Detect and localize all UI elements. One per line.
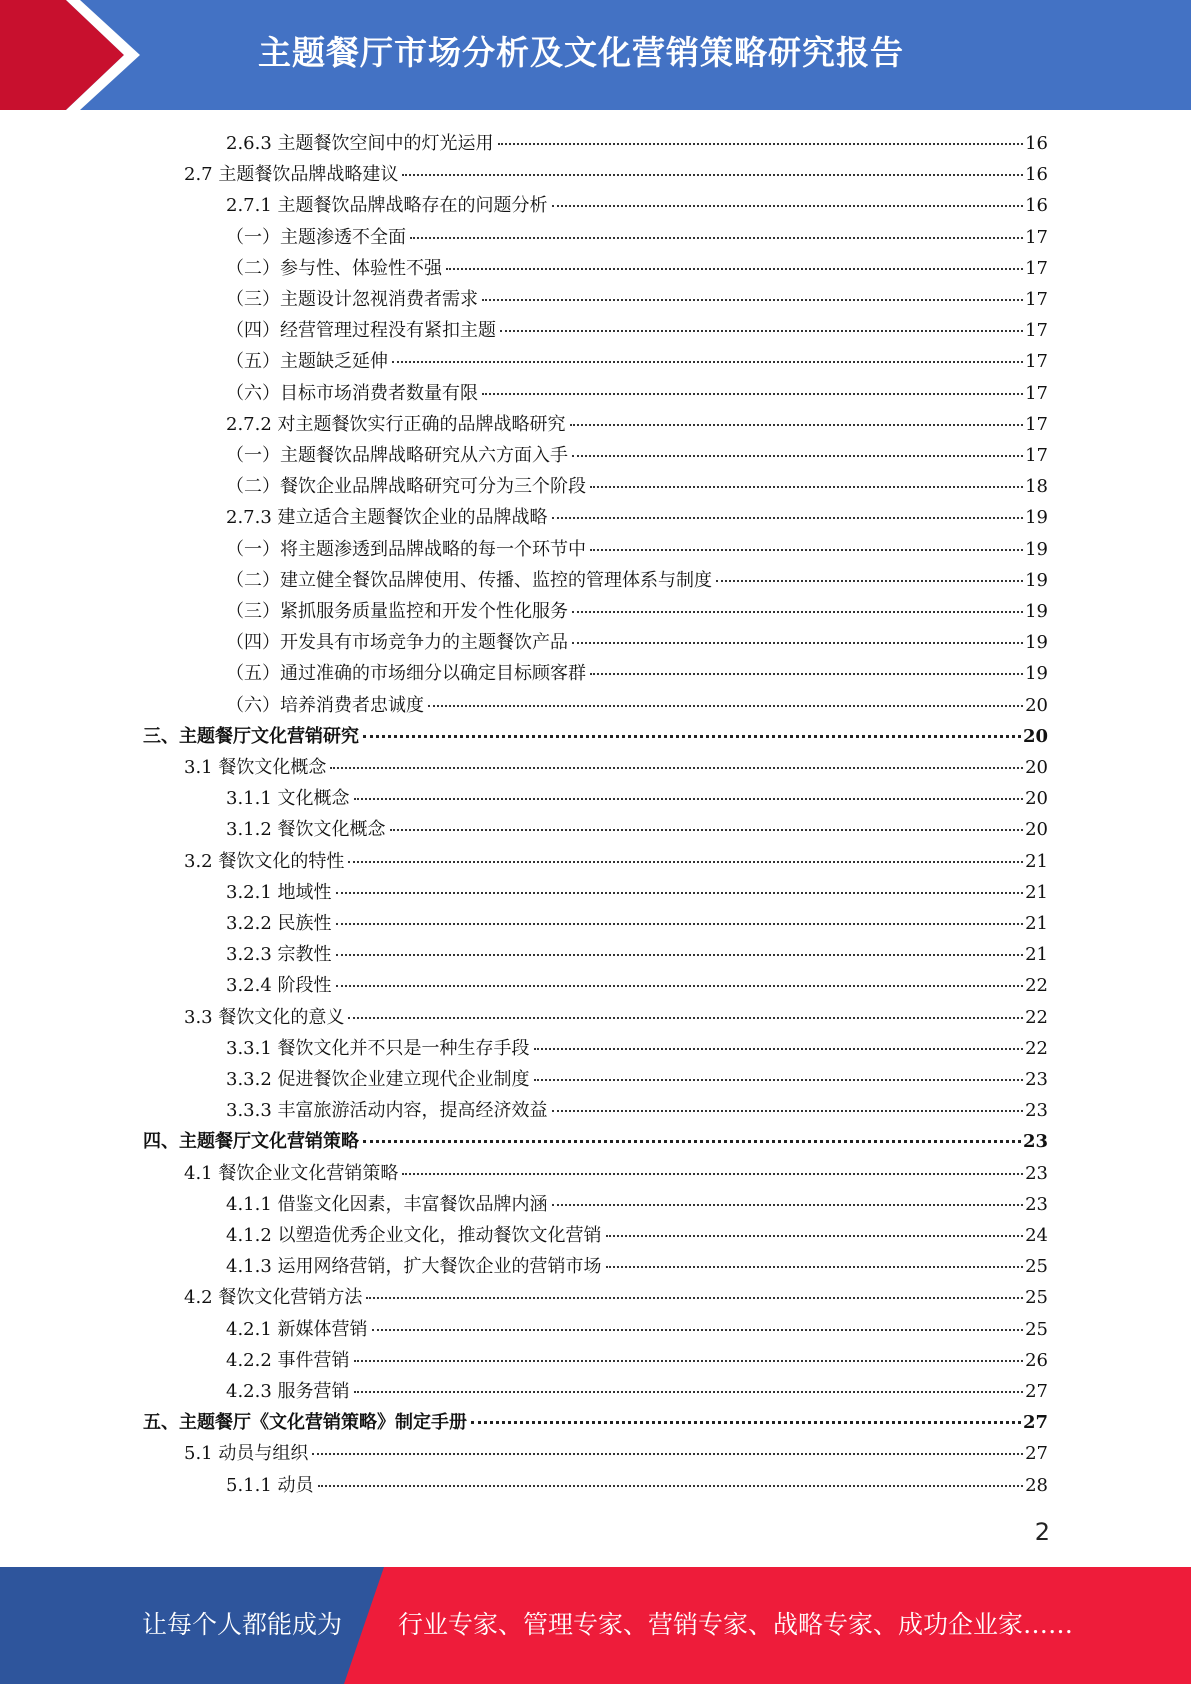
toc-entry-title: （三）紧抓服务质量监控和开发个性化服务 [226,601,568,622]
toc-entry-title: 2.6.3 主题餐饮空间中的灯光运用 [226,133,494,154]
toc-entry-page: 17 [1025,382,1048,404]
toc-entry[interactable] [226,471,1048,502]
toc-entry-title: （五）通过准确的市场细分以确定目标顾客群 [226,663,586,685]
toc-entry[interactable] [226,1033,1048,1064]
toc-entry-title: 5.1.1 动员 [226,1474,314,1496]
toc-leader-dots [482,298,1023,301]
toc-entry[interactable] [184,1002,1048,1033]
toc-leader-dots [572,454,1023,457]
toc-entry-title: 4.2 餐饮文化营销方法 [184,1287,363,1309]
toc-entry-page: 17 [1025,320,1048,342]
toc-leader-dots [552,1109,1024,1112]
toc-entry-title: （四）经营管理过程没有紧扣主题 [226,320,496,342]
toc-entry-page: 17 [1025,351,1048,373]
toc-entry-title: 3.2.4 阶段性 [226,975,332,997]
toc-entry[interactable] [226,1251,1048,1282]
toc-leader-dots [348,1016,1023,1019]
toc-leader-dots [590,672,1023,675]
toc-entry-page: 19 [1025,538,1048,560]
toc-leader-dots [354,797,1024,800]
toc-leader-dots [471,1420,1021,1424]
toc-entry-title: 4.1.1 借鉴文化因素，丰富餐饮品牌内涵 [226,1193,548,1215]
toc-entry-page: 25 [1025,1256,1048,1278]
toc-entry[interactable] [226,690,1048,721]
toc-leader-dots [534,1078,1024,1081]
toc-leader-dots [318,1484,1024,1487]
toc-entry-page: 27 [1025,1443,1048,1465]
toc-entry[interactable] [226,1095,1048,1126]
toc-entry-page: 19 [1025,569,1048,591]
toc-entry-page: 24 [1025,1225,1048,1246]
toc-entry-title: 3.3 餐饮文化的意义 [184,1006,345,1028]
toc-entry-page: 23 [1022,1131,1048,1153]
toc-entry-title: 3.2.3 宗教性 [226,944,332,966]
toc-entry[interactable] [226,565,1048,596]
toc-entry[interactable] [143,1126,1048,1157]
toc-entry[interactable] [226,970,1048,1001]
toc-entry-page: 21 [1025,881,1048,903]
toc-entry-title: 3.3.2 促进餐饮企业建立现代企业制度 [226,1069,530,1090]
toc-entry-page: 22 [1025,1037,1048,1059]
toc-entry-title: 5.1 动员与组织 [184,1443,309,1465]
toc-entry[interactable] [226,1064,1048,1095]
toc-entry[interactable] [226,128,1048,159]
toc-entry-title: 3.1.1 文化概念 [226,788,350,810]
toc-entry-title: （一）主题餐饮品牌战略研究从六方面入手 [226,445,568,466]
toc-entry-page: 25 [1025,1287,1048,1309]
toc-entry-title: 3.3.1 餐饮文化并不只是一种生存手段 [226,1037,530,1059]
toc-entry[interactable] [226,440,1048,471]
toc-entry-page: 21 [1025,850,1048,872]
toc-entry-page: 21 [1025,913,1048,934]
toc-entry-page: 16 [1025,195,1048,217]
toc-entry-page: 21 [1025,944,1048,966]
toc-entry-title: （三）主题设计忽视消费者需求 [226,289,478,310]
toc-entry[interactable] [184,1282,1048,1313]
toc-entry-title: 三、主题餐厅文化营销研究 [143,725,359,747]
toc-entry-page: 19 [1025,507,1048,529]
toc-entry[interactable] [226,534,1048,565]
toc-entry[interactable] [184,752,1048,783]
toc-entry[interactable] [226,409,1048,440]
toc-leader-dots [716,579,1023,582]
toc-entry[interactable] [226,908,1048,939]
toc-leader-dots [354,1359,1024,1362]
toc-leader-dots [336,984,1024,987]
toc-entry[interactable] [143,721,1048,752]
toc-entry-page: 23 [1025,1162,1048,1184]
toc-entry-title: 3.1.2 餐饮文化概念 [226,819,386,841]
footer-slogan-left: 让每个人都能成为 [142,1610,343,1639]
toc-leader-dots [606,1265,1024,1268]
toc-leader-dots [366,1296,1023,1299]
toc-entry[interactable] [226,222,1048,253]
toc-entry-page: 20 [1025,757,1048,778]
toc-entry[interactable] [226,346,1048,377]
toc-entry[interactable] [184,159,1048,190]
toc-entry-page: 17 [1025,226,1048,248]
toc-entry-title: 3.2.2 民族性 [226,913,332,934]
toc-entry-title: 五、主题餐厅《文化营销策略》制定手册 [143,1412,467,1434]
toc-entry[interactable] [184,1438,1048,1469]
toc-entry-title: （六）目标市场消费者数量有限 [226,382,478,404]
toc-leader-dots [500,329,1023,332]
toc-entry[interactable] [226,1189,1048,1220]
toc-entry[interactable] [143,1407,1048,1438]
toc-entry[interactable] [226,658,1048,689]
toc-leader-dots [330,766,1023,769]
toc-entry[interactable] [226,814,1048,845]
toc-entry-page: 25 [1025,1318,1048,1340]
toc-leader-dots [363,734,1021,738]
toc-entry-page: 23 [1025,1100,1048,1122]
toc-leader-dots [552,204,1024,207]
toc-entry-title: 2.7.2 对主题餐饮实行正确的品牌战略研究 [226,413,566,435]
toc-entry[interactable] [226,315,1048,346]
chevron-arrow-icon [0,0,160,110]
toc-leader-dots [570,423,1024,426]
toc-entry-title: （四）开发具有市场竞争力的主题餐饮产品 [226,632,568,654]
toc-entry-page: 27 [1022,1412,1048,1434]
page-header [0,0,1191,110]
toc-leader-dots [402,173,1023,176]
toc-entry-page: 19 [1025,632,1048,654]
toc-entry-page: 20 [1022,725,1048,747]
toc-entry-page: 28 [1025,1474,1048,1496]
toc-entry-title: 3.2.1 地域性 [226,881,332,903]
toc-entry-title: （二）建立健全餐饮品牌使用、传播、监控的管理体系与制度 [226,569,712,591]
toc-entry-page: 26 [1025,1349,1048,1371]
toc-entry-title: （一）将主题渗透到品牌战略的每一个环节中 [226,538,586,560]
toc-entry[interactable] [226,596,1048,627]
toc-entry[interactable] [184,846,1048,877]
toc-entry[interactable] [226,1345,1048,1376]
toc-entry[interactable] [226,783,1048,814]
toc-entry-title: 四、主题餐厅文化营销策略 [143,1131,359,1153]
toc-leader-dots [348,860,1023,863]
toc-entry-title: 3.1 餐饮文化概念 [184,757,327,778]
toc-leader-dots [312,1452,1023,1455]
toc-entry[interactable] [226,1220,1048,1251]
toc-entry-page: 20 [1025,694,1048,716]
toc-entry-page: 18 [1025,476,1048,498]
toc-entry-title: 4.2.2 事件营销 [226,1349,350,1371]
toc-entry-title: 2.7 主题餐饮品牌战略建议 [184,164,399,186]
toc-entry[interactable] [226,939,1048,970]
toc-leader-dots [390,828,1024,831]
toc-entry-title: 2.7.1 主题餐饮品牌战略存在的问题分析 [226,195,548,217]
toc-entry-page: 17 [1025,289,1048,310]
toc-entry-title: （五）主题缺乏延伸 [226,351,388,373]
toc-entry-title: 3.3.3 丰富旅游活动内容，提高经济效益 [226,1100,548,1122]
toc-leader-dots [336,922,1024,925]
toc-leader-dots [590,548,1023,551]
toc-entry[interactable] [226,1470,1048,1501]
toc-entry-title: 4.1.2 以塑造优秀企业文化，推动餐饮文化营销 [226,1225,602,1246]
toc-entry-page: 20 [1025,819,1048,841]
toc-entry-title: 4.1.3 运用网络营销，扩大餐饮企业的营销市场 [226,1256,602,1278]
toc-leader-dots [354,1390,1024,1393]
toc-entry[interactable] [226,627,1048,658]
toc-entry-title: 2.7.3 建立适合主题餐饮企业的品牌战略 [226,507,548,529]
page-number: 2 [1034,1518,1050,1546]
toc-leader-dots [552,516,1024,519]
toc-leader-dots [590,485,1023,488]
toc-leader-dots [336,891,1024,894]
toc-entry-title: （二）参与性、体验性不强 [226,257,442,279]
toc-entry[interactable] [226,1376,1048,1407]
toc-entry-page: 16 [1025,133,1048,154]
toc-leader-dots [402,1172,1023,1175]
toc-entry[interactable] [226,378,1048,409]
toc-entry-page: 17 [1025,445,1048,466]
toc-entry-page: 20 [1025,788,1048,810]
toc-leader-dots [552,1203,1024,1206]
toc-entry-page: 17 [1025,257,1048,279]
footer-slogan-right: 行业专家、管理专家、营销专家、战略专家、成功企业家…… [398,1610,1074,1639]
toc-entry-page: 27 [1025,1381,1048,1402]
toc-entry-page: 19 [1025,601,1048,622]
page-footer [0,1567,1191,1684]
toc-leader-dots [372,1328,1024,1331]
toc-entry[interactable] [226,877,1048,908]
toc-entry[interactable] [226,502,1048,533]
toc-leader-dots [392,360,1023,363]
toc-entry-page: 23 [1025,1069,1048,1090]
toc-leader-dots [336,953,1024,956]
toc-entry[interactable] [226,284,1048,315]
toc-entry-title: （六）培养消费者忠诚度 [226,694,424,716]
report-title: 主题餐厅市场分析及文化营销策略研究报告 [258,33,904,72]
toc-entry[interactable] [226,190,1048,221]
toc-entry-page: 17 [1025,413,1048,435]
toc-entry[interactable] [184,1158,1048,1189]
toc-entry-title: 4.1 餐饮企业文化营销策略 [184,1162,399,1184]
toc-entry-title: 4.2.3 服务营销 [226,1381,350,1402]
toc-entry-page: 19 [1025,663,1048,685]
toc-entry-page: 16 [1025,164,1048,186]
toc-entry-page: 22 [1025,975,1048,997]
toc-leader-dots [363,1139,1021,1143]
toc-entry-page: 23 [1025,1193,1048,1215]
toc-leader-dots [482,392,1023,395]
toc-entry-title: （一）主题渗透不全面 [226,226,406,248]
toc-leader-dots [534,1047,1024,1050]
toc-leader-dots [572,610,1023,613]
toc-entry[interactable] [226,253,1048,284]
toc-leader-dots [606,1234,1024,1237]
toc-entry[interactable] [226,1314,1048,1345]
toc-entry-title: （二）餐饮企业品牌战略研究可分为三个阶段 [226,476,586,498]
toc-leader-dots [498,142,1024,145]
toc-entry-title: 4.2.1 新媒体营销 [226,1318,368,1340]
toc-leader-dots [446,267,1023,270]
toc-entry-page: 22 [1025,1006,1048,1028]
toc-entry-title: 3.2 餐饮文化的特性 [184,850,345,872]
toc-leader-dots [428,704,1023,707]
toc-leader-dots [572,641,1023,644]
toc-leader-dots [410,236,1023,239]
